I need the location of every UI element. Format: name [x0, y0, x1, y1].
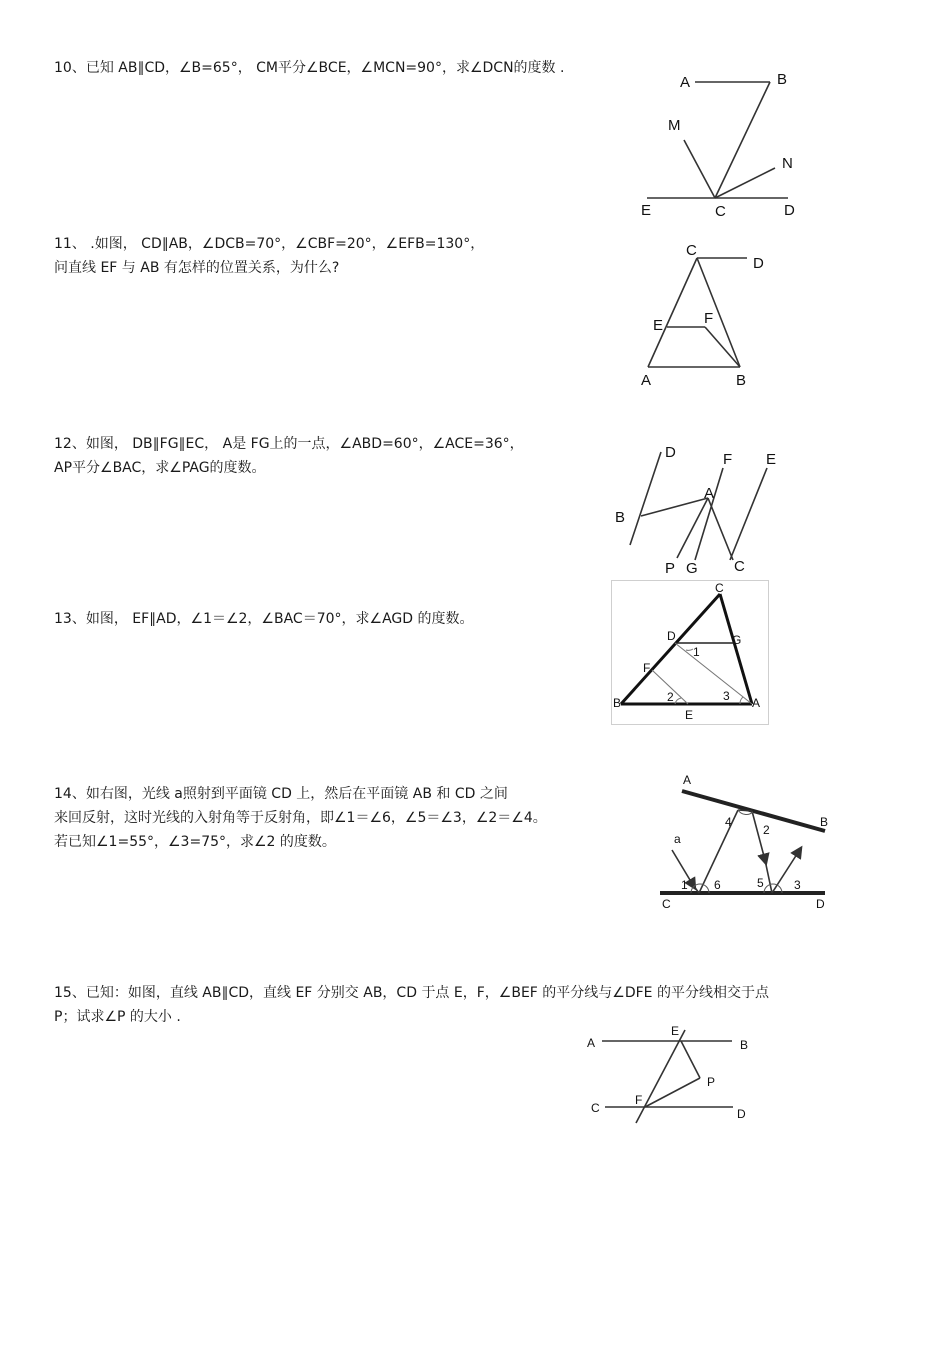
fig11-label-B: B	[736, 372, 747, 389]
fig14-label-B: B	[820, 815, 829, 829]
fig15-label-P: P	[707, 1075, 716, 1089]
fig11-label-C: C	[686, 242, 697, 259]
question-12-line-1: 12、如图， DB∥FG∥EC， A是 FG上的一点，∠ABD=60°，∠ACE=36°，	[54, 436, 524, 452]
fig11-label-E: E	[653, 317, 664, 334]
question-15-line-2: P；试求∠P 的大小 .	[54, 1009, 181, 1025]
fig15-label-E: E	[671, 1024, 680, 1038]
fig11-label-A: A	[641, 372, 652, 389]
question-10-line-1: 10、已知 AB∥CD，∠B=65°， CM平分∠BCE，∠MCN=90°，求∠DCN的度数 .	[54, 60, 565, 76]
fig10-label-E: E	[641, 202, 652, 219]
question-13-line-1: 13、如图， EF∥AD，∠1＝∠2，∠BAC＝70°，求∠AGD 的度数。	[54, 611, 474, 627]
fig14-label-D: D	[816, 897, 825, 911]
question-13	[54, 607, 473, 631]
figure-11	[630, 238, 780, 393]
question-14-line-2: 来回反射，这时光线的入射角等于反射角，即∠1＝∠6，∠5＝∠3，∠2＝∠4。	[54, 810, 547, 826]
figure-13	[611, 580, 769, 725]
question-12	[54, 432, 524, 480]
fig13-angle-2: 2	[667, 690, 674, 704]
fig13-label-F: F	[643, 661, 651, 675]
fig13-label-A: A	[752, 696, 761, 710]
fig14-label-a: a	[674, 832, 681, 846]
figure-14	[655, 765, 840, 915]
fig10-label-C: C	[715, 203, 726, 220]
fig12-label-A: A	[704, 485, 715, 502]
question-14-line-3: 若已知∠1=55°，∠3=75°，求∠2 的度数。	[54, 834, 336, 850]
fig13-angle-1: 1	[693, 645, 700, 659]
fig12-label-D: D	[665, 444, 676, 461]
question-11-line-2: 问直线 EF 与 AB 有怎样的位置关系，为什么?	[54, 260, 340, 276]
fig14-angle-1: 1	[681, 878, 688, 892]
fig15-label-C: C	[591, 1101, 600, 1115]
question-11	[54, 232, 484, 280]
figure-15	[580, 1018, 770, 1128]
fig14-angle-4: 4	[725, 815, 732, 829]
fig15-label-B: B	[740, 1038, 749, 1052]
fig12-label-F: F	[723, 451, 733, 468]
fig14-angle-6: 6	[714, 878, 721, 892]
fig14-label-A: A	[683, 773, 692, 787]
fig13-label-G: G	[732, 633, 742, 647]
question-14	[54, 782, 547, 854]
fig11-label-D: D	[753, 255, 764, 272]
figure-12	[605, 440, 790, 580]
fig10-label-N: N	[782, 155, 793, 172]
fig10-label-A: A	[680, 74, 691, 91]
fig12-label-G: G	[686, 560, 698, 577]
fig10-label-D: D	[784, 202, 795, 219]
question-11-line-1: 11、 .如图， CD∥AB，∠DCB=70°，∠CBF=20°，∠EFB=130°，	[54, 236, 485, 252]
fig15-label-A: A	[587, 1036, 596, 1050]
fig15-label-F: F	[635, 1093, 643, 1107]
fig13-label-E: E	[685, 708, 694, 722]
question-12-line-2: AP平分∠BAC，求∠PAG的度数。	[54, 460, 266, 476]
fig14-angle-3: 3	[794, 878, 801, 892]
fig12-label-E: E	[766, 451, 777, 468]
fig10-label-M: M	[668, 117, 681, 134]
question-15-line-1: 15、已知：如图，直线 AB∥CD，直线 EF 分别交 AB，CD 于点 E，F，∠BEF 的平分线与∠DFE 的平分线相交于点	[54, 985, 769, 1001]
fig12-label-P: P	[665, 560, 676, 577]
question-14-line-1: 14、如右图，光线 a照射到平面镜 CD 上，然后在平面镜 AB 和 CD 之间	[54, 786, 508, 802]
fig12-label-C: C	[734, 558, 745, 575]
fig14-angle-2: 2	[763, 823, 770, 837]
fig11-label-F: F	[704, 310, 714, 327]
fig14-angle-5: 5	[757, 876, 764, 890]
fig10-label-B: B	[777, 71, 788, 88]
fig13-label-C: C	[715, 581, 724, 595]
fig13-label-B: B	[613, 696, 622, 710]
fig15-label-D: D	[737, 1107, 746, 1121]
fig12-label-B: B	[615, 509, 626, 526]
fig14-label-C: C	[662, 897, 671, 911]
question-10	[54, 56, 564, 80]
figure-10	[620, 60, 820, 225]
fig13-label-D: D	[667, 629, 676, 643]
fig13-angle-3: 3	[723, 689, 730, 703]
